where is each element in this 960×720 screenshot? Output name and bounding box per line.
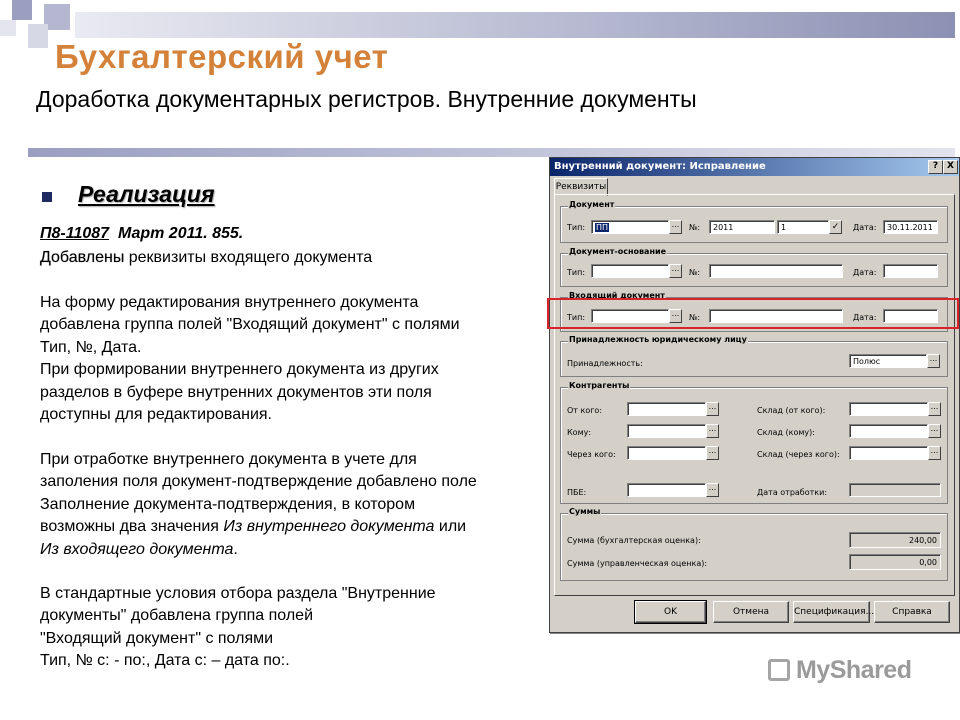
text-run: возможны два значения (40, 518, 224, 536)
deco-square (28, 24, 48, 48)
slide-title: Бухгалтерский учет (55, 38, 389, 75)
group-label: Входящий документ (569, 291, 665, 300)
added-line (40, 247, 560, 269)
text-line: Тип, №, Дата. (40, 338, 142, 356)
group-label: Документ (569, 200, 615, 209)
ok-button[interactable]: OK (635, 601, 706, 623)
wh-via-label: Склад (через кого): (757, 450, 840, 459)
type-label: Тип: (567, 268, 586, 277)
paragraph-2 (40, 449, 560, 561)
tab-requisites[interactable]: Реквизиты (554, 178, 608, 196)
sum-acc-field: 240,00 (849, 532, 941, 548)
sum-mgmt-field: 0,00 (849, 554, 941, 570)
italic-option-1: Из внутреннего документа (223, 518, 435, 536)
text-line: "Входящий документ" с полями (40, 629, 274, 647)
wh-from-label: Склад (от кого): (757, 406, 826, 415)
doc-suffix-field[interactable]: 1 (777, 220, 829, 234)
process-date-field (849, 483, 941, 497)
group-label: Контрагенты (569, 381, 630, 390)
via-label: Через кого: (567, 450, 616, 459)
group-label: Принадлежность юридическому лицу (569, 335, 747, 344)
logo-icon (768, 659, 790, 681)
help-button[interactable]: Справка (874, 601, 950, 623)
text-line (40, 516, 560, 538)
number-label: №: (689, 268, 701, 277)
to-select-button[interactable]: ... (706, 424, 719, 438)
wh-from-select-button[interactable]: ... (928, 402, 941, 416)
pbe-select-button[interactable]: ... (706, 483, 719, 497)
text-run: . (233, 540, 238, 558)
doc-date-field[interactable]: 30.11.2011 (883, 220, 938, 234)
type-label: Тип: (567, 313, 586, 322)
text-line: При формировании внутреннего документа из других (40, 361, 439, 379)
doc-type-value: ПП (596, 223, 609, 232)
text-line: разделов в буфере внутренних документов эти поля (40, 383, 432, 401)
dialog-title: Внутренний документ: Исправление (554, 161, 766, 172)
deco-square (12, 0, 32, 20)
sum-mgmt-label: Сумма (управленческая оценка): (567, 559, 708, 568)
from-field[interactable] (627, 402, 706, 416)
text-line: заполения поля документ-подтверждение добавлено поле (40, 473, 477, 491)
sum-acc-label: Сумма (бухгалтерская оценка): (567, 536, 701, 545)
added-word: Добавлены (40, 249, 125, 266)
text-line: доступны для редактирования. (40, 406, 272, 424)
text-line: Заполнение документа-подтверждения, в котором (40, 495, 416, 513)
text-line (40, 539, 560, 561)
cancel-button[interactable]: Отмена (713, 601, 789, 623)
group-label: Суммы (569, 507, 601, 516)
text-line: Тип, № с: - по:, Дата с: – дата по:. (40, 652, 290, 670)
text-line: В стандартные условия отбора раздела "Внутренние (40, 585, 436, 602)
text-line: На форму редактирования внутреннего документа (40, 294, 419, 311)
paragraph-1 (40, 292, 560, 426)
doc-type-field[interactable] (591, 220, 669, 234)
logo-text: MyShared (796, 656, 912, 684)
basis-number-field[interactable] (709, 264, 843, 278)
wh-via-field[interactable] (849, 446, 928, 460)
text-line: документы" добавлена группа полей (40, 607, 314, 625)
belonging-label: Принадлежность: (567, 359, 643, 368)
dialog-window (549, 157, 960, 633)
group-legal-entity (560, 335, 948, 377)
bullet-heading: Реализация (78, 181, 215, 207)
highlight-frame (547, 298, 959, 329)
reference-line (40, 225, 243, 243)
checkmark-icon[interactable]: ✓ (829, 220, 842, 234)
group-label: Документ-основание (569, 247, 666, 256)
pbe-label: ПБЕ: (567, 488, 587, 497)
divider-bar (28, 148, 955, 157)
date-label: Дата: (853, 268, 877, 277)
deco-square (0, 20, 16, 36)
help-title-button[interactable]: ? (928, 160, 943, 174)
wh-to-field[interactable] (849, 424, 928, 438)
via-select-button[interactable]: ... (706, 446, 719, 460)
text-line: добавлена группа полей "Входящий документ" с полями (40, 316, 460, 334)
italic-option-2: Из входящего документа (40, 540, 234, 558)
date-label: Дата: (853, 313, 877, 322)
group-sums (560, 507, 948, 581)
doc-number-field[interactable]: 2011 (709, 220, 775, 234)
doc-type-select-button[interactable]: ... (669, 220, 682, 234)
basis-type-field[interactable] (591, 264, 669, 278)
added-rest: реквизиты входящего документа (124, 249, 373, 266)
paragraph-3 (40, 583, 560, 673)
wh-via-select-button[interactable]: ... (928, 446, 941, 460)
basis-date-field[interactable] (883, 264, 938, 278)
group-counterparties (560, 381, 948, 504)
header-bar (75, 12, 955, 38)
wh-from-field[interactable] (849, 402, 928, 416)
via-field[interactable] (627, 446, 706, 460)
tab-panel (554, 194, 955, 596)
number-label: №: (689, 313, 701, 322)
from-select-button[interactable]: ... (706, 402, 719, 416)
number-label: №: (689, 223, 701, 232)
specification-button[interactable]: Спецификация... (793, 601, 870, 623)
date-label: Дата: (853, 223, 877, 232)
dialog-titlebar[interactable] (550, 158, 959, 176)
group-document (560, 200, 948, 243)
belonging-field[interactable]: Полюс (849, 354, 927, 368)
to-field[interactable] (627, 424, 706, 438)
ref-date: Март 2011. 855. (117, 225, 244, 242)
close-button[interactable]: X (943, 160, 958, 174)
group-basis (560, 247, 948, 287)
pbe-field[interactable] (627, 483, 706, 497)
ref-id: П8-11087 (40, 225, 110, 242)
text-run: или (434, 518, 467, 536)
slide-subtitle: Доработка документарных регистров. Внутренние документы (36, 86, 697, 112)
wh-to-label: Склад (кому): (757, 428, 815, 437)
wh-to-select-button[interactable]: ... (928, 424, 941, 438)
from-label: От кого: (567, 406, 603, 415)
basis-type-select-button[interactable]: ... (669, 264, 682, 278)
process-date-label: Дата отработки: (757, 488, 828, 497)
incoming-type-select-button[interactable]: ... (669, 309, 682, 323)
type-label: Тип: (567, 223, 586, 232)
bullet-icon (42, 192, 52, 202)
to-label: Кому: (567, 428, 592, 437)
text-line: При отработке внутреннего документа в учете для (40, 451, 417, 468)
belonging-select-button[interactable]: ... (927, 354, 940, 368)
